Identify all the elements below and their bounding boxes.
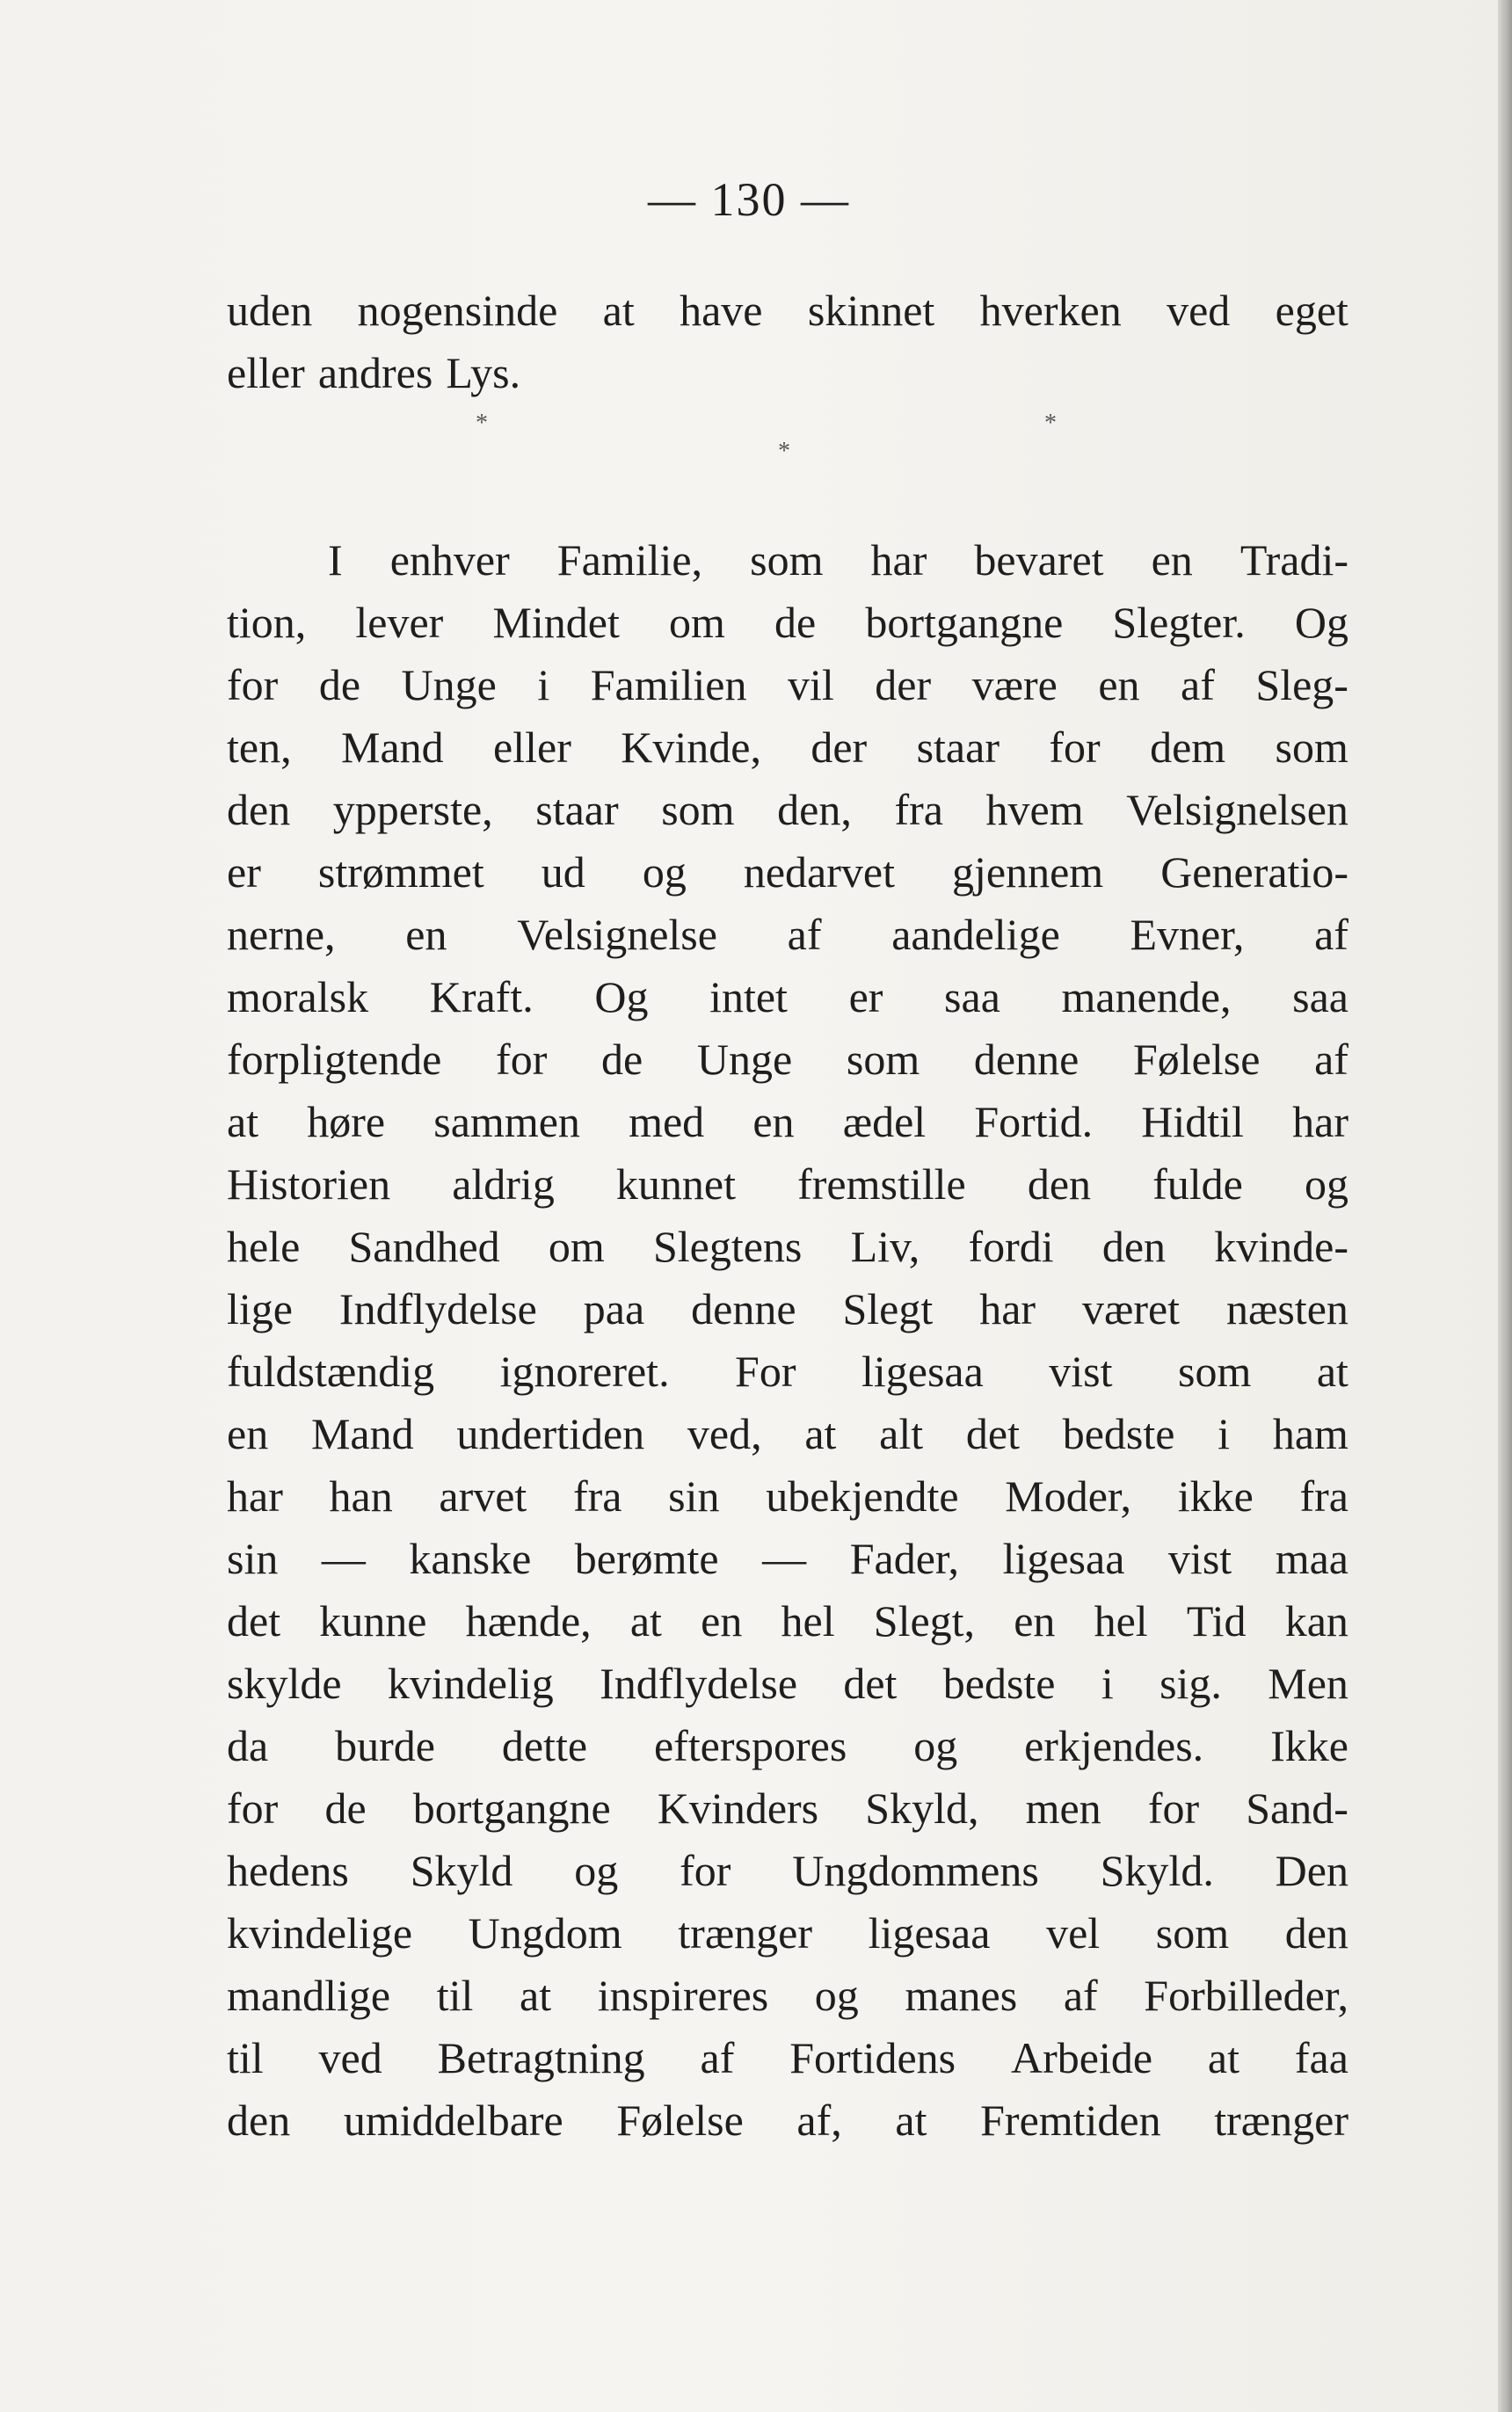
- word: strømmet: [317, 847, 484, 897]
- word: kunne: [319, 1596, 427, 1646]
- word: Den: [1275, 1846, 1348, 1895]
- word: en: [701, 1596, 743, 1646]
- word: Sandhed: [348, 1222, 500, 1271]
- word: for: [496, 1035, 548, 1084]
- word: en: [1151, 535, 1193, 585]
- text-line: [227, 2027, 1348, 2089]
- word: denne: [973, 1035, 1079, 1084]
- word: ædel: [842, 1097, 927, 1146]
- word: i: [537, 660, 550, 709]
- word: Slegt,: [873, 1596, 976, 1646]
- word: aldrig: [452, 1159, 555, 1209]
- word: og: [642, 847, 687, 897]
- word: arvet: [439, 1471, 527, 1521]
- word: eller: [227, 348, 305, 397]
- word: som: [846, 1035, 920, 1084]
- word: ligesaa: [868, 1908, 991, 1958]
- word: maa: [1275, 1534, 1348, 1583]
- word: ikke: [1177, 1471, 1254, 1521]
- word: om: [669, 598, 725, 647]
- word: Og: [594, 972, 649, 1021]
- word: Evner,: [1130, 910, 1245, 959]
- word: som: [661, 785, 735, 834]
- word: ved,: [687, 1409, 762, 1458]
- word: høre: [307, 1097, 386, 1146]
- word: har: [227, 1471, 283, 1521]
- word: den: [1027, 1159, 1092, 1209]
- word: Indflydelse: [338, 1284, 537, 1333]
- word: ud: [541, 847, 585, 897]
- word: kunnet: [615, 1159, 737, 1209]
- word: af: [1314, 1035, 1348, 1084]
- text-line: [227, 779, 1348, 841]
- word: med: [629, 1097, 705, 1146]
- section-separator: [227, 404, 1348, 529]
- text-line: [227, 1653, 1348, 1715]
- word: ham: [1272, 1409, 1348, 1458]
- word: fra: [894, 785, 943, 834]
- word: den: [1284, 1908, 1348, 1958]
- word: dem: [1150, 723, 1226, 772]
- text-line: [227, 1340, 1348, 1403]
- word: fordi: [968, 1222, 1054, 1271]
- word: ligesaa: [861, 1347, 984, 1396]
- word: at: [602, 286, 635, 335]
- word: af: [1314, 910, 1348, 959]
- word: sammen: [433, 1097, 580, 1146]
- word: og: [574, 1846, 619, 1895]
- word: været: [1081, 1284, 1181, 1333]
- asterisk-ornament: *: [1044, 410, 1057, 437]
- word: ignoreret.: [499, 1347, 670, 1396]
- word: sin: [668, 1471, 720, 1521]
- word: enhver: [389, 535, 510, 585]
- word: Familie,: [556, 535, 703, 585]
- word: Følelse: [616, 2096, 744, 2145]
- word: eller: [493, 723, 571, 772]
- word: en: [1098, 660, 1140, 709]
- word: burde: [335, 1721, 435, 1770]
- word: som: [1275, 723, 1348, 772]
- word: Kvinders: [657, 1784, 819, 1833]
- word: den: [1101, 1222, 1167, 1271]
- word: fra: [1299, 1471, 1348, 1521]
- word: at: [520, 1971, 552, 2020]
- word: efterspores: [653, 1721, 847, 1770]
- text-line: [227, 1028, 1348, 1091]
- asterisk-ornament: *: [778, 438, 790, 465]
- word: Fremtiden: [980, 2096, 1161, 2145]
- word: af,: [796, 2096, 842, 2145]
- text-line: [227, 1465, 1348, 1528]
- word: har: [870, 535, 927, 585]
- word: umiddelbare: [343, 2096, 563, 2145]
- word: aandelige: [891, 910, 1060, 959]
- word: i: [1218, 1409, 1231, 1458]
- word: Skyld.: [1100, 1846, 1214, 1895]
- text-line: [227, 1153, 1348, 1216]
- word: en: [1014, 1596, 1056, 1646]
- word: Kvinde,: [621, 723, 761, 772]
- text-line: [227, 1965, 1348, 2027]
- word: saa: [1292, 972, 1348, 1021]
- word: fra: [573, 1471, 622, 1521]
- word: nogensinde: [357, 286, 558, 335]
- word: at: [1316, 1347, 1348, 1396]
- text-line: [227, 1091, 1348, 1153]
- word: en: [405, 910, 447, 959]
- word: at: [895, 2096, 927, 2145]
- word: ved: [318, 2033, 382, 2082]
- text-line: [227, 342, 1348, 404]
- word: lever: [355, 598, 444, 647]
- word: for: [227, 1784, 279, 1833]
- word: dette: [501, 1721, 588, 1770]
- word: og: [814, 1971, 859, 2020]
- text-line: [227, 1216, 1348, 1278]
- word: ligesaa: [1002, 1534, 1125, 1583]
- word: at: [227, 1097, 259, 1146]
- word: skinnet: [807, 286, 935, 335]
- word: at: [804, 1409, 837, 1458]
- word: Men: [1268, 1659, 1348, 1708]
- word: til: [227, 2033, 264, 2082]
- word: gjennem: [952, 847, 1104, 897]
- word: Indflydelse: [600, 1659, 798, 1708]
- word: vist: [1049, 1347, 1113, 1396]
- word: til: [436, 1971, 474, 2020]
- word: da: [227, 1721, 269, 1770]
- word: hel: [1094, 1596, 1148, 1646]
- word: Mand: [310, 1409, 414, 1458]
- body-text: [227, 280, 1348, 2152]
- text-line: [227, 1902, 1348, 1965]
- word: der: [811, 723, 868, 772]
- text-line: [227, 716, 1348, 779]
- word: vel: [1046, 1908, 1101, 1958]
- word: hænde,: [465, 1596, 592, 1646]
- word: Arbeide: [1011, 2033, 1153, 2082]
- word: vist: [1167, 1534, 1232, 1583]
- text-line: [227, 592, 1348, 654]
- text-line: [227, 1715, 1348, 1777]
- word: andres: [317, 348, 433, 397]
- word: Ikke: [1270, 1721, 1348, 1770]
- word: Hidtil: [1141, 1097, 1244, 1146]
- word: de: [774, 598, 817, 647]
- word: den: [227, 2096, 291, 2145]
- word: af: [787, 910, 822, 959]
- word: kvindelige: [227, 1908, 413, 1958]
- word: har: [1292, 1097, 1348, 1146]
- word: kanske: [409, 1534, 532, 1583]
- word: kan: [1284, 1596, 1348, 1646]
- word: hedens: [227, 1846, 349, 1895]
- word: Følelse: [1132, 1035, 1261, 1084]
- text-line: [227, 1590, 1348, 1653]
- word: Skyld,: [865, 1784, 979, 1833]
- text-line: [227, 1840, 1348, 1902]
- word: for: [1147, 1784, 1200, 1833]
- word: og: [913, 1721, 958, 1770]
- word: hel: [781, 1596, 835, 1646]
- word: forpligtende: [227, 1035, 442, 1084]
- word: bedste: [1062, 1409, 1175, 1458]
- word: Kraft.: [429, 972, 534, 1021]
- word: som: [1155, 1908, 1230, 1958]
- word: de: [318, 660, 361, 709]
- word: som: [750, 535, 824, 585]
- word: næsten: [1226, 1284, 1348, 1333]
- text-line: [227, 2089, 1348, 2152]
- word: i: [1101, 1659, 1114, 1708]
- word: Velsignelsen: [1126, 785, 1348, 834]
- word: de: [324, 1784, 367, 1833]
- word: Tid: [1186, 1596, 1247, 1646]
- word: den,: [777, 785, 852, 834]
- word: men: [1025, 1784, 1101, 1833]
- word: Generatio-: [1160, 847, 1348, 897]
- word: Historien: [227, 1159, 391, 1209]
- word: Mindet: [492, 598, 620, 647]
- text-line: [227, 966, 1348, 1028]
- word: berømte: [574, 1534, 719, 1583]
- word: Velsignelse: [517, 910, 717, 959]
- word: være: [971, 660, 1058, 709]
- word: Liv,: [850, 1222, 920, 1271]
- word: intet: [709, 972, 788, 1021]
- word: hele: [227, 1222, 301, 1271]
- word: hverken: [979, 286, 1122, 335]
- word: —: [762, 1534, 807, 1583]
- word: af: [1063, 1971, 1098, 2020]
- word: I: [328, 535, 343, 585]
- word: Slegt: [842, 1284, 934, 1333]
- word: manende,: [1061, 972, 1232, 1021]
- word: en: [752, 1097, 795, 1146]
- word: sig.: [1159, 1659, 1222, 1708]
- word: kvindelig: [387, 1659, 554, 1708]
- word: nedarvet: [743, 847, 895, 897]
- word: Unge: [696, 1035, 793, 1084]
- word: at: [629, 1596, 662, 1646]
- word: en: [227, 1409, 269, 1458]
- asterisk-ornament: *: [476, 410, 488, 437]
- word: erkjendes.: [1024, 1721, 1204, 1770]
- word: inspireres: [597, 1971, 769, 2020]
- word: Mand: [340, 723, 444, 772]
- word: ypperste,: [332, 785, 493, 834]
- word: Unge: [401, 660, 497, 709]
- word: sin: [227, 1534, 279, 1583]
- page-number: — 130 —: [648, 173, 850, 226]
- word: det: [965, 1409, 1020, 1458]
- word: fuldstændig: [227, 1347, 435, 1396]
- word: Fader,: [849, 1534, 960, 1583]
- text-line: [227, 280, 1348, 342]
- word: Fortid.: [974, 1097, 1094, 1146]
- word: for: [680, 1846, 731, 1895]
- word: ten,: [227, 723, 292, 772]
- word: For: [735, 1347, 796, 1396]
- word: vil: [788, 660, 834, 709]
- word: Sleg-: [1255, 660, 1348, 709]
- word: der: [875, 660, 932, 709]
- word: Ungdommens: [792, 1846, 1039, 1895]
- word: at: [1207, 2033, 1239, 2082]
- word: Ungdom: [468, 1908, 622, 1958]
- word: det: [843, 1659, 898, 1708]
- word: af: [700, 2033, 735, 2082]
- word: Sand-: [1246, 1784, 1348, 1833]
- word: —: [321, 1534, 366, 1583]
- word: trænger: [1214, 2096, 1348, 2145]
- word: uden: [227, 286, 313, 335]
- word: Lys.: [446, 348, 521, 397]
- word: Tradi-: [1239, 535, 1348, 585]
- text-line: [227, 904, 1348, 966]
- text-line: [227, 841, 1348, 904]
- word: fulde: [1152, 1159, 1243, 1209]
- word: og: [1304, 1159, 1348, 1209]
- word: mandlige: [227, 1971, 391, 2020]
- word: Betragtning: [437, 2033, 645, 2082]
- word: Familien: [590, 660, 747, 709]
- word: nerne,: [227, 910, 336, 959]
- word: ubekjendte: [766, 1471, 959, 1521]
- word: det: [227, 1596, 281, 1646]
- word: have: [680, 286, 763, 335]
- word: for: [227, 660, 279, 709]
- word: bevaret: [974, 535, 1104, 585]
- word: Slegter.: [1112, 598, 1246, 647]
- word: Forbilleder,: [1144, 1971, 1348, 2020]
- word: ved: [1167, 286, 1231, 335]
- word: tion,: [227, 598, 307, 647]
- word: eget: [1275, 286, 1348, 335]
- text-line: [227, 1278, 1348, 1340]
- page-edge-shadow: [1498, 0, 1512, 2412]
- word: har: [979, 1284, 1036, 1333]
- word: hvem: [985, 785, 1084, 834]
- word: alt: [879, 1409, 924, 1458]
- word: lige: [227, 1284, 293, 1333]
- word: er: [848, 972, 883, 1021]
- word: Slegtens: [652, 1222, 803, 1271]
- word: trænger: [678, 1908, 813, 1958]
- word: manes: [905, 1971, 1018, 2020]
- word: moralsk: [227, 972, 369, 1021]
- word: er: [227, 847, 261, 897]
- word: om: [548, 1222, 605, 1271]
- word: som: [1178, 1347, 1252, 1396]
- word: Skyld: [410, 1846, 513, 1895]
- word: staar: [916, 723, 1000, 772]
- word: Og: [1294, 598, 1348, 647]
- word: skylde: [227, 1659, 342, 1708]
- word: bedste: [942, 1659, 1056, 1708]
- word: bortgangne: [865, 598, 1064, 647]
- text-line: [227, 1528, 1348, 1590]
- word: staar: [535, 785, 619, 834]
- word: saa: [944, 972, 1000, 1021]
- text-line: [227, 1403, 1348, 1465]
- word: for: [1049, 723, 1101, 772]
- word: bortgangne: [412, 1784, 611, 1833]
- word: af: [1181, 660, 1215, 709]
- word: faa: [1294, 2033, 1348, 2082]
- word: denne: [691, 1284, 796, 1333]
- word: kvinde-: [1214, 1222, 1348, 1271]
- word: de: [601, 1035, 643, 1084]
- word: Moder,: [1005, 1471, 1132, 1521]
- word: paa: [583, 1284, 645, 1333]
- text-line: [227, 1777, 1348, 1840]
- word: fremstille: [797, 1159, 966, 1209]
- word: undertiden: [456, 1409, 645, 1458]
- word: den: [227, 785, 291, 834]
- word: Fortidens: [789, 2033, 956, 2082]
- text-line: [227, 654, 1348, 716]
- text-line: [227, 529, 1348, 592]
- word: han: [329, 1471, 393, 1521]
